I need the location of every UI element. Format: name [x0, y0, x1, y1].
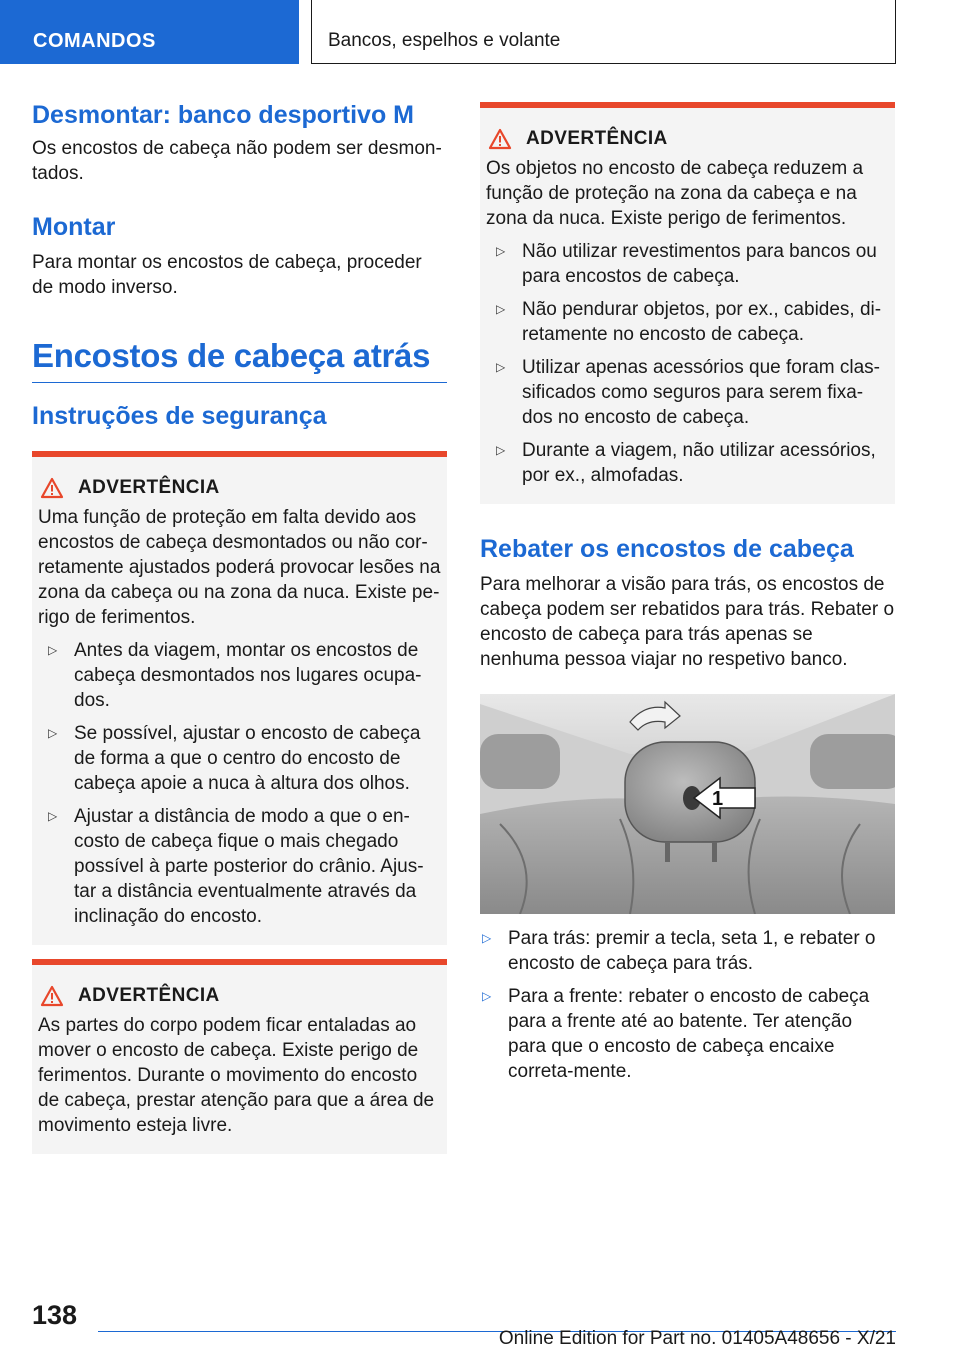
list-item-text: Ajustar a distância de modo a que o en-costo de cabeça fique o mais chegado possível à parte posterior do crânio. Ajus-tar a distância eventualmente através da inclinação do encosto. [74, 806, 424, 927]
list-item-text: Antes da viagem, montar os encostos de cabeça desmontados nos lugares ocupa-dos. [74, 640, 422, 711]
list-item-text: Se possível, ajustar o encosto de cabeça de forma a que o centro do encosto de cabeça apoie a nuca à altura dos olhos. [74, 723, 421, 794]
list-item [486, 355, 889, 430]
list-item [38, 638, 441, 713]
right-column [480, 102, 895, 1084]
heading-instrucoes: Instruções de segurança [32, 402, 327, 430]
list-item [480, 926, 895, 976]
heading-desmontar: Desmontar: banco desportivo M [32, 101, 414, 129]
warning-title-2 [38, 985, 441, 1007]
warning-list-1 [38, 638, 441, 929]
triangle-bullet-icon: ▷ [496, 360, 506, 374]
warning-title-1 [38, 477, 441, 499]
headrest-drawing [480, 694, 895, 914]
triangle-bullet-icon: ▷ [496, 302, 506, 316]
list-item [486, 239, 889, 289]
warning-text-3: Os objetos no encosto de cabeça reduzem a função de proteção na zona da cabeça e na zona da nuca. Existe perigo de ferimentos. [486, 158, 864, 229]
warning-triangle-icon [488, 128, 512, 150]
heading-montar: Montar [32, 213, 116, 241]
header-section-label: COMANDOS [33, 30, 156, 52]
paragraph-montar: Para montar os encostos de cabeça, proceder de modo inverso. [32, 252, 422, 298]
steps-list [480, 926, 895, 1084]
warning-box-1 [32, 451, 447, 945]
triangle-bullet-icon: ▷ [48, 809, 58, 823]
paragraph-desmontar: Os encostos de cabeça não podem ser desmon-tados. [32, 138, 442, 184]
warning-title-3 [486, 128, 889, 150]
list-item-text: Utilizar apenas acessórios que foram clas-sificados como seguros para serem fixa-dos no encosto de cabeça. [522, 357, 880, 428]
warning-title-text: ADVERTÊNCIA [78, 477, 220, 498]
warning-text-2: As partes do corpo podem ficar entaladas ao mover o encosto de cabeça. Existe perigo de ferimentos. Durante o movimento do encosto de cabeça, prestar atenção para que a área de movimento esteja livre. [38, 1015, 435, 1136]
triangle-bullet-icon: ▷ [482, 931, 492, 945]
list-item-text: Para trás: premir a tecla, seta 1, e rebater o encosto de cabeça para trás. [508, 928, 876, 974]
list-item [486, 297, 889, 347]
triangle-bullet-icon: ▷ [48, 726, 58, 740]
warning-triangle-icon [40, 477, 64, 499]
footer-edition: Online Edition for Part no. 01405A48656 - X/21 [498, 1328, 896, 1349]
list-item [38, 721, 441, 796]
warning-triangle-icon [40, 985, 64, 1007]
warning-title-text: ADVERTÊNCIA [526, 128, 668, 149]
list-item [486, 438, 889, 488]
list-item [38, 804, 441, 929]
list-item-text: Não pendurar objetos, por ex., cabides, di-retamente no encosto de cabeça. [522, 299, 882, 345]
figure-callout-label: 1 [712, 788, 724, 810]
triangle-bullet-icon: ▷ [496, 244, 506, 258]
triangle-bullet-icon: ▷ [482, 989, 492, 1003]
header-section [0, 0, 299, 64]
warning-box-2 [32, 959, 447, 1154]
list-item-text: Para a frente: rebater o encosto de cabeça para a frente até ao batente. Ter atenção para que o encosto de cabeça encaixe correta-mente. [508, 986, 870, 1082]
triangle-bullet-icon: ▷ [48, 643, 58, 657]
warning-title-text: ADVERTÊNCIA [78, 985, 220, 1006]
triangle-bullet-icon: ▷ [496, 443, 506, 457]
warning-box-3 [480, 102, 895, 504]
warning-text-1: Uma função de proteção em falta devido aos encostos de cabeça desmontados ou não cor-retamente ajustados poderá provocar lesões na zona da cabeça ou na zona da nuca. Existe pe-rigo de ferimentos. [38, 507, 441, 628]
header-chapter-label: Bancos, espelhos e volante [328, 30, 561, 51]
list-item [480, 984, 895, 1084]
list-item-text: Não utilizar revestimentos para bancos ou para encostos de cabeça. [522, 241, 877, 287]
paragraph-rebater: Para melhorar a visão para trás, os encostos de cabeça podem ser rebatidos para trás. Rebater o encosto de cabeça para trás apenas se nenhuma pessoa viajar no respetivo banco. [480, 574, 895, 670]
heading-encostos-atras: Encostos de cabeça atrás [32, 337, 431, 374]
heading-rule [32, 382, 447, 383]
list-item-text: Durante a viagem, não utilizar acessórios, por ex., almofadas. [522, 440, 876, 486]
page-number: 138 [32, 1300, 78, 1330]
left-column [32, 100, 447, 1154]
heading-rebater: Rebater os encostos de cabeça [480, 535, 854, 563]
headrest-illustration [480, 694, 895, 914]
header-chapter [311, 0, 896, 64]
warning-list-3 [486, 239, 889, 488]
